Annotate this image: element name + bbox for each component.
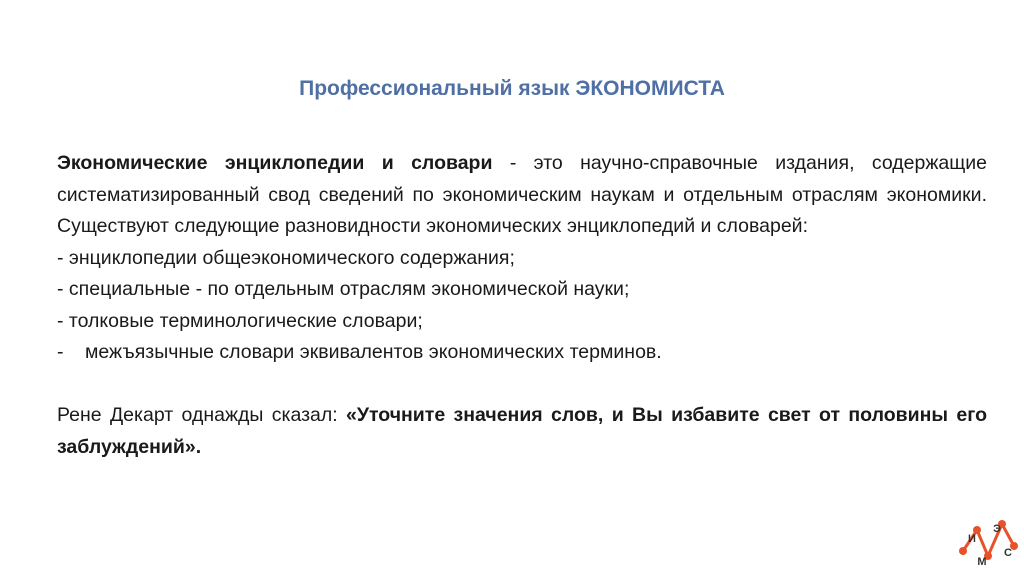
list-item (57, 274, 987, 306)
definition-term: Экономические энциклопедии и словари (57, 152, 493, 174)
list-item-text: межъязычные словари эквивалентов экономических терминов. (85, 341, 662, 363)
quote-paragraph (57, 400, 987, 463)
logo-letter: Э (993, 523, 1001, 535)
quote-text: «Уточните значения слов, и Вы избавите свет от половины его заблуждений». (57, 404, 987, 458)
list-item-text: специальные - по отдельным отраслям экономической науки; (63, 278, 630, 300)
paragraph-spacer (57, 369, 987, 401)
slide-title: Профессиональный язык ЭКОНОМИСТА (299, 77, 725, 100)
list-item (57, 337, 987, 369)
list-dash: - (57, 309, 64, 332)
list-item (57, 243, 987, 275)
logo-node (959, 547, 967, 555)
list-item-text: толковые терминологические словари; (63, 309, 423, 332)
list-dash: - (57, 341, 64, 363)
definition-text: - это научно-справочные издания, содержащие систематизированный свод сведений по экономическим наукам и отдельным отраслям экономики. Существуют следующие разновидности экономических энциклопедий и словарей: (57, 152, 987, 237)
logo-letter: С (1004, 547, 1012, 559)
logo-letter: М (977, 556, 987, 568)
logo-line (977, 530, 988, 556)
organization-logo (958, 518, 1018, 570)
list-item-text: энциклопедии общеэкономического содержания; (63, 246, 515, 269)
list-dash: - (57, 278, 64, 300)
definition-paragraph (57, 148, 987, 243)
logo-letter: И (968, 533, 976, 545)
quote-intro: Рене Декарт однажды сказал: (57, 404, 347, 426)
list-dash: - (57, 246, 64, 269)
list-item (57, 306, 987, 338)
slide-body (57, 148, 987, 463)
